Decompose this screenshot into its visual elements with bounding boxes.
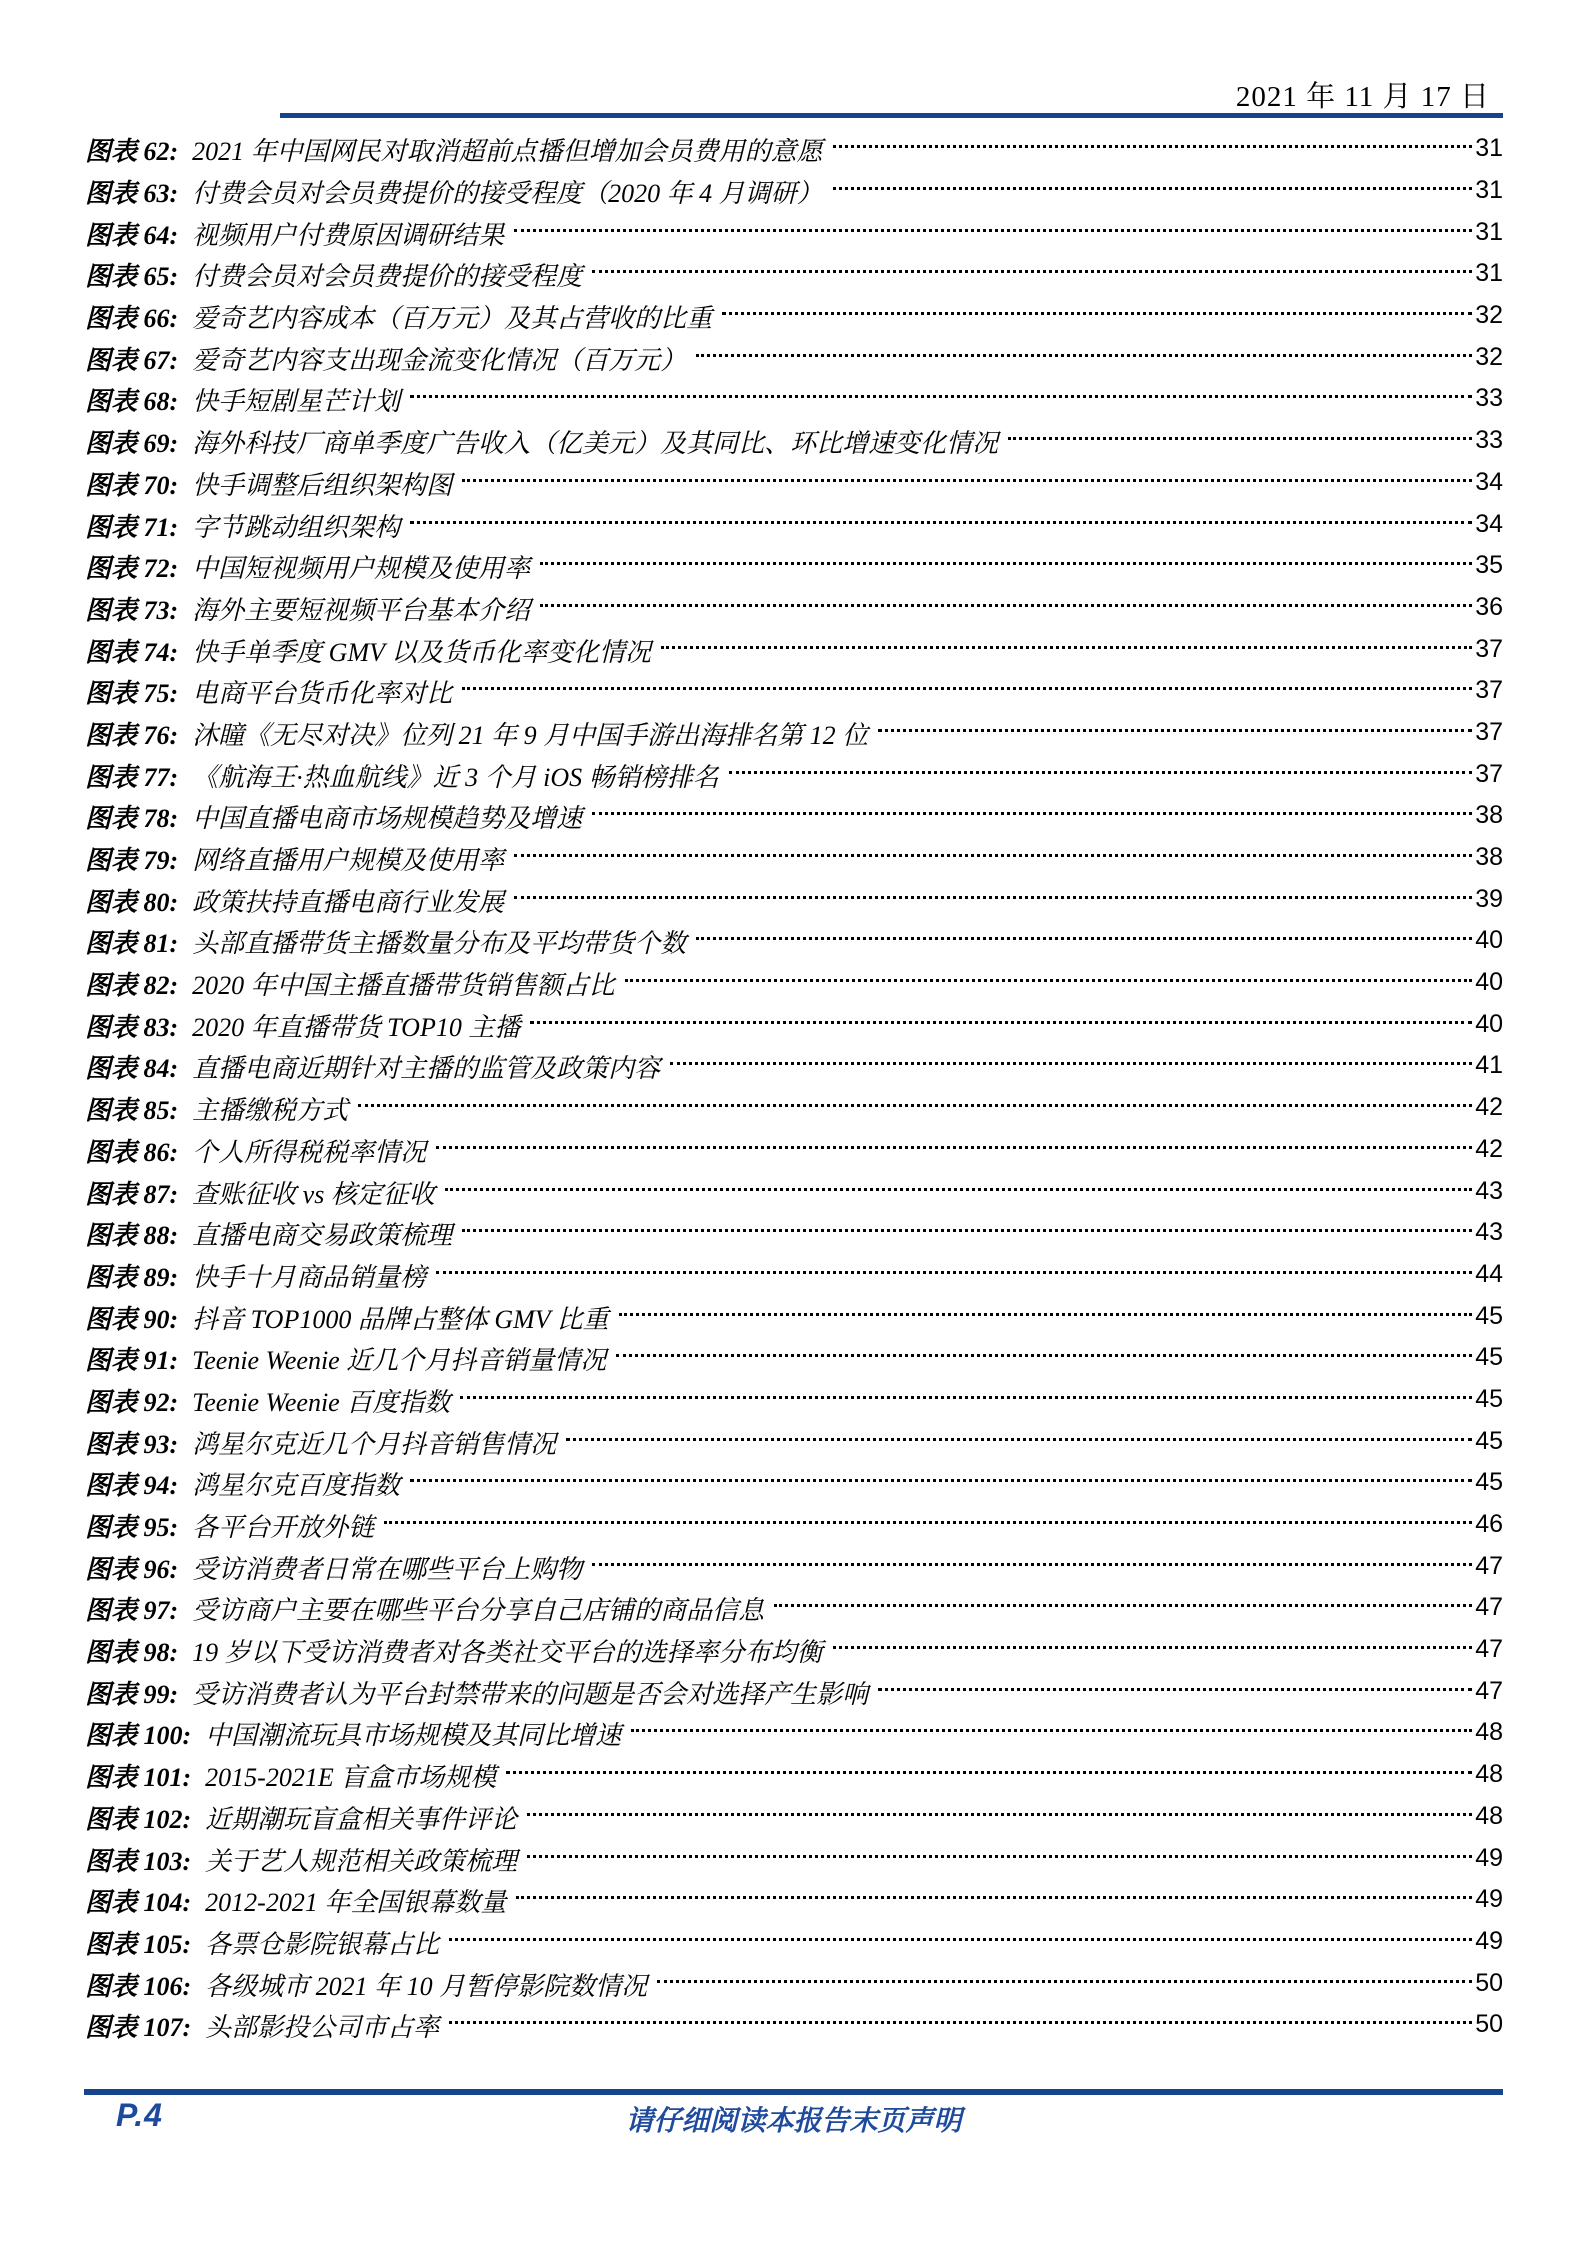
toc-entry-title: 字节跳动组织架构 — [192, 512, 401, 542]
toc-entry[interactable] — [85, 1296, 1503, 1338]
dotted-leader — [410, 394, 1472, 398]
toc-entry-label: 图表 72: — [85, 554, 179, 584]
toc-entry-label: 图表 87: — [85, 1179, 179, 1209]
footer-page-number: P.4 — [116, 2097, 163, 2133]
toc-entry[interactable] — [85, 463, 1503, 505]
toc-entry-title: 受访消费者认为平台封禁带来的问题是否会对选择产生影响 — [192, 1679, 869, 1709]
toc-entry-label: 图表 69: — [85, 429, 179, 459]
toc-entry-page: 31 — [1475, 259, 1503, 288]
toc-entry-label: 图表 98: — [85, 1638, 179, 1668]
toc-entry-title: 网络直播用户规模及使用率 — [192, 846, 505, 876]
toc-entry-page: 32 — [1475, 342, 1503, 371]
toc-entry-label: 图表 94: — [85, 1471, 179, 1501]
toc-entry-title: Teenie Weenie 近几个月抖音销量情况 — [192, 1346, 607, 1376]
toc-entry[interactable] — [85, 1671, 1503, 1713]
toc-entry-title: 2021 年中国网民对取消超前点播但增加会员费用的意愿 — [192, 137, 823, 167]
toc-entry-label: 图表 71: — [85, 512, 179, 542]
toc-entry-page: 47 — [1475, 1676, 1503, 1705]
toc-entry-title: 爱奇艺内容成本（百万元）及其占营收的比重 — [192, 304, 713, 334]
toc-entry-label: 图表 101: — [85, 1763, 192, 1793]
toc-entry[interactable] — [85, 1463, 1503, 1505]
toc-entry[interactable] — [85, 1588, 1503, 1630]
toc-entry-title: 政策扶持直播电商行业发展 — [192, 887, 505, 917]
toc-entry-title: 2012-2021 年全国银幕数量 — [205, 1888, 507, 1918]
toc-entry[interactable] — [85, 1505, 1503, 1547]
toc-entry[interactable] — [85, 254, 1503, 296]
toc-entry-label: 图表 75: — [85, 679, 179, 709]
toc-entry[interactable] — [85, 2005, 1503, 2047]
toc-entry-title: 直播电商近期针对主播的监管及政策内容 — [192, 1054, 661, 1084]
toc-entry-label: 图表 97: — [85, 1596, 179, 1626]
toc-entry[interactable] — [85, 421, 1503, 463]
toc-entry-title: 快手短剧星芒计划 — [192, 387, 401, 417]
dotted-leader — [540, 561, 1472, 565]
toc-entry-label: 图表 64: — [85, 220, 179, 250]
toc-entry-title: 快手十月商品销量榜 — [192, 1262, 427, 1292]
dotted-leader — [527, 1812, 1472, 1816]
dotted-leader — [592, 811, 1472, 815]
toc-entry-page: 45 — [1475, 1343, 1503, 1372]
dotted-leader — [514, 895, 1472, 899]
dotted-leader — [449, 2020, 1472, 2024]
toc-entry-label: 图表 104: — [85, 1888, 192, 1918]
toc-entry-title: 各平台开放外链 — [192, 1513, 375, 1543]
toc-entry[interactable] — [85, 1922, 1503, 1964]
toc-entry-label: 图表 88: — [85, 1221, 179, 1251]
toc-entry-page: 41 — [1475, 1051, 1503, 1080]
toc-entry[interactable] — [85, 921, 1503, 963]
dotted-leader — [592, 269, 1472, 273]
toc-entry-label: 图表 96: — [85, 1554, 179, 1584]
toc-entry[interactable] — [85, 1755, 1503, 1797]
toc-entry-page: 34 — [1475, 509, 1503, 538]
toc-entry-label: 图表 73: — [85, 595, 179, 625]
toc-entry-label: 图表 77: — [85, 762, 179, 792]
toc-entry-page: 38 — [1475, 801, 1503, 830]
header-divider — [280, 113, 1503, 118]
toc-entry-title: 头部影投公司市占率 — [205, 2013, 440, 2043]
toc-entry-title: 头部直播带货主播数量分布及平均带货个数 — [192, 929, 687, 959]
dotted-leader — [833, 1645, 1473, 1649]
toc-entry-label: 图表 79: — [85, 846, 179, 876]
toc-entry-label: 图表 107: — [85, 2013, 192, 2043]
toc-entry[interactable] — [85, 963, 1503, 1005]
toc-entry-label: 图表 70: — [85, 470, 179, 500]
toc-entry-title: 主播缴税方式 — [192, 1096, 349, 1126]
toc-entry-title: 直播电商交易政策梳理 — [192, 1221, 453, 1251]
toc-entry-page: 37 — [1475, 759, 1503, 788]
toc-entry-title: 中国直播电商市场规模趋势及增速 — [192, 804, 583, 834]
toc-entry[interactable] — [85, 1880, 1503, 1922]
toc-entry-page: 43 — [1475, 1176, 1503, 1205]
toc-entry-label: 图表 93: — [85, 1429, 179, 1459]
dotted-leader — [729, 770, 1473, 774]
toc-entry-label: 图表 74: — [85, 637, 179, 667]
dotted-leader — [1008, 436, 1472, 440]
toc-entry-title: 2015-2021E 盲盒市场规模 — [205, 1763, 497, 1793]
toc-entry[interactable] — [85, 1213, 1503, 1255]
toc-entry-label: 图表 83: — [85, 1012, 179, 1042]
toc-entry[interactable] — [85, 1546, 1503, 1588]
toc-list — [85, 129, 1503, 2047]
toc-entry[interactable] — [85, 504, 1503, 546]
dotted-leader — [530, 1020, 1472, 1024]
toc-entry-page: 49 — [1475, 1843, 1503, 1872]
toc-entry-page: 47 — [1475, 1635, 1503, 1664]
dotted-leader — [696, 353, 1472, 357]
toc-entry-page: 43 — [1475, 1218, 1503, 1247]
dotted-leader — [833, 144, 1473, 148]
toc-entry[interactable] — [85, 1713, 1503, 1755]
toc-entry-page: 37 — [1475, 717, 1503, 746]
toc-entry[interactable] — [85, 129, 1503, 171]
dotted-leader — [878, 1687, 1472, 1691]
dotted-leader — [462, 686, 1472, 690]
toc-entry[interactable] — [85, 1338, 1503, 1380]
toc-entry[interactable] — [85, 754, 1503, 796]
dotted-leader — [878, 728, 1472, 732]
dotted-leader — [657, 1979, 1472, 1983]
footer-divider — [84, 2089, 1503, 2095]
toc-entry-label: 图表 92: — [85, 1387, 179, 1417]
dotted-leader — [696, 936, 1472, 940]
toc-entry-page: 49 — [1475, 1926, 1503, 1955]
toc-entry-page: 40 — [1475, 926, 1503, 955]
dotted-leader — [619, 1312, 1473, 1316]
dotted-leader — [445, 1187, 1472, 1191]
dotted-leader — [460, 1395, 1472, 1399]
toc-entry[interactable] — [85, 337, 1503, 379]
toc-entry-label: 图表 86: — [85, 1137, 179, 1167]
toc-entry[interactable] — [85, 1046, 1503, 1088]
toc-entry-label: 图表 85: — [85, 1096, 179, 1126]
dotted-leader — [384, 1520, 1472, 1524]
toc-entry-page: 40 — [1475, 1009, 1503, 1038]
toc-entry-title: 快手单季度 GMV 以及货币化率变化情况 — [192, 637, 652, 667]
toc-entry-title: 19 岁以下受访消费者对各类社交平台的选择率分布均衡 — [192, 1638, 823, 1668]
toc-entry-page: 37 — [1475, 634, 1503, 663]
toc-entry-page: 40 — [1475, 968, 1503, 997]
dotted-leader — [625, 978, 1473, 982]
dotted-leader — [462, 478, 1472, 482]
toc-entry[interactable] — [85, 296, 1503, 338]
toc-entry-title: 海外主要短视频平台基本介绍 — [192, 595, 531, 625]
dotted-leader — [358, 1103, 1472, 1107]
toc-entry[interactable] — [85, 1088, 1503, 1130]
toc-entry[interactable] — [85, 379, 1503, 421]
toc-entry-title: 2020 年直播带货 TOP10 主播 — [192, 1012, 521, 1042]
toc-entry[interactable] — [85, 713, 1503, 755]
toc-entry-title: 电商平台货币化率对比 — [192, 679, 453, 709]
toc-entry[interactable] — [85, 629, 1503, 671]
toc-entry[interactable] — [85, 1421, 1503, 1463]
footer-disclaimer: 请仔细阅读本报告末页声明 — [625, 2106, 962, 2137]
toc-entry[interactable] — [85, 1630, 1503, 1672]
dotted-leader — [566, 1437, 1472, 1441]
toc-entry[interactable] — [85, 1255, 1503, 1297]
toc-entry-page: 38 — [1475, 843, 1503, 872]
toc-entry-page: 36 — [1475, 592, 1503, 621]
toc-entry-title: 中国潮流玩具市场规模及其同比增速 — [205, 1721, 622, 1751]
toc-entry-page: 48 — [1475, 1801, 1503, 1830]
toc-entry[interactable] — [85, 1797, 1503, 1839]
toc-entry[interactable] — [85, 1171, 1503, 1213]
toc-entry[interactable] — [85, 671, 1503, 713]
dotted-leader — [592, 1562, 1472, 1566]
toc-entry-title: 抖音 TOP1000 品牌占整体 GMV 比重 — [192, 1304, 609, 1334]
toc-entry-page: 31 — [1475, 134, 1503, 163]
toc-entry-label: 图表 84: — [85, 1054, 179, 1084]
toc-entry-page: 50 — [1475, 1968, 1503, 1997]
toc-entry-label: 图表 89: — [85, 1262, 179, 1292]
toc-entry-label: 图表 90: — [85, 1304, 179, 1334]
toc-entry-title: 付费会员对会员费提价的接受程度（2020 年 4 月调研） — [192, 179, 823, 209]
toc-entry-label: 图表 103: — [85, 1846, 192, 1876]
toc-entry[interactable] — [85, 1380, 1503, 1422]
dotted-leader — [462, 1228, 1472, 1232]
toc-entry-title: 爱奇艺内容支出现金流变化情况（百万元） — [192, 345, 687, 375]
toc-entry-title: 《航海王·热血航线》近 3 个月 iOS 畅销榜排名 — [192, 762, 719, 792]
toc-entry-page: 32 — [1475, 301, 1503, 330]
toc-entry-page: 45 — [1475, 1384, 1503, 1413]
toc-entry-page: 45 — [1475, 1426, 1503, 1455]
dotted-leader — [436, 1270, 1472, 1274]
toc-entry-label: 图表 76: — [85, 720, 179, 750]
toc-entry-page: 31 — [1475, 176, 1503, 205]
toc-entry-label: 图表 65: — [85, 262, 179, 292]
dotted-leader — [774, 1603, 1472, 1607]
toc-entry-page: 33 — [1475, 384, 1503, 413]
toc-entry-page: 34 — [1475, 467, 1503, 496]
toc-entry[interactable] — [85, 879, 1503, 921]
toc-entry-title: Teenie Weenie 百度指数 — [192, 1387, 451, 1417]
toc-entry-page: 47 — [1475, 1593, 1503, 1622]
toc-entry[interactable] — [85, 1004, 1503, 1046]
toc-entry[interactable] — [85, 212, 1503, 254]
toc-entry-page: 42 — [1475, 1134, 1503, 1163]
toc-entry[interactable] — [85, 796, 1503, 838]
toc-entry-label: 图表 91: — [85, 1346, 179, 1376]
dotted-leader — [527, 1854, 1472, 1858]
toc-entry-title: 各级城市 2021 年 10 月暂停影院数情况 — [205, 1971, 648, 2001]
toc-entry-label: 图表 105: — [85, 1929, 192, 1959]
toc-entry[interactable] — [85, 171, 1503, 213]
toc-entry-page: 48 — [1475, 1718, 1503, 1747]
dotted-leader — [506, 1770, 1472, 1774]
toc-entry-title: 中国短视频用户规模及使用率 — [192, 554, 531, 584]
toc-entry-page: 49 — [1475, 1885, 1503, 1914]
toc-entry-label: 图表 81: — [85, 929, 179, 959]
toc-entry[interactable] — [85, 838, 1503, 880]
toc-entry-page: 44 — [1475, 1259, 1503, 1288]
toc-entry-label: 图表 99: — [85, 1679, 179, 1709]
toc-entry-page: 39 — [1475, 884, 1503, 913]
toc-entry-page: 42 — [1475, 1093, 1503, 1122]
toc-entry-title: 近期潮玩盲盒相关事件评论 — [205, 1804, 518, 1834]
toc-entry-label: 图表 82: — [85, 971, 179, 1001]
toc-entry-label: 图表 106: — [85, 1971, 192, 2001]
dotted-leader — [833, 186, 1473, 190]
toc-entry-page: 46 — [1475, 1510, 1503, 1539]
toc-entry-title: 鸿星尔克百度指数 — [192, 1471, 401, 1501]
toc-entry-title: 沐瞳《无尽对决》位列 21 年 9 月中国手游出海排名第 12 位 — [192, 720, 869, 750]
dotted-leader — [410, 520, 1472, 524]
dotted-leader — [722, 311, 1472, 315]
toc-entry-page: 47 — [1475, 1551, 1503, 1580]
toc-entry-label: 图表 66: — [85, 304, 179, 334]
dotted-leader — [410, 1478, 1472, 1482]
dotted-leader — [514, 853, 1472, 857]
dotted-leader — [516, 1895, 1472, 1899]
toc-entry-title: 视频用户付费原因调研结果 — [192, 220, 505, 250]
toc-entry[interactable] — [85, 1963, 1503, 2005]
toc-entry-label: 图表 62: — [85, 137, 179, 167]
toc-entry-title: 海外科技厂商单季度广告收入（亿美元）及其同比、环比增速变化情况 — [192, 429, 999, 459]
toc-entry-page: 31 — [1475, 217, 1503, 246]
toc-entry-label: 图表 102: — [85, 1804, 192, 1834]
toc-entry-title: 关于艺人规范相关政策梳理 — [205, 1846, 518, 1876]
dotted-leader — [661, 645, 1472, 649]
toc-entry[interactable] — [85, 1130, 1503, 1172]
toc-entry-page: 33 — [1475, 426, 1503, 455]
toc-entry-title: 受访商户主要在哪些平台分享自己店铺的商品信息 — [192, 1596, 765, 1626]
toc-entry-title: 受访消费者日常在哪些平台上购物 — [192, 1554, 583, 1584]
toc-entry-title: 付费会员对会员费提价的接受程度 — [192, 262, 583, 292]
toc-entry-label: 图表 80: — [85, 887, 179, 917]
toc-entry-page: 48 — [1475, 1760, 1503, 1789]
dotted-leader — [449, 1937, 1472, 1941]
toc-entry-label: 图表 63: — [85, 179, 179, 209]
dotted-leader — [514, 228, 1472, 232]
toc-entry-title: 鸿星尔克近几个月抖音销售情况 — [192, 1429, 557, 1459]
toc-entry-title: 查账征收 vs 核定征收 — [192, 1179, 435, 1209]
dotted-leader — [436, 1145, 1472, 1149]
toc-entry-page: 35 — [1475, 551, 1503, 580]
toc-entry-page: 45 — [1475, 1468, 1503, 1497]
dotted-leader — [540, 603, 1472, 607]
toc-entry-label: 图表 100: — [85, 1721, 192, 1751]
toc-entry-title: 个人所得税税率情况 — [192, 1137, 427, 1167]
toc-entry-label: 图表 68: — [85, 387, 179, 417]
toc-entry-title: 2020 年中国主播直播带货销售额占比 — [192, 971, 615, 1001]
toc-entry[interactable] — [85, 546, 1503, 588]
toc-entry-label: 图表 95: — [85, 1513, 179, 1543]
toc-entry[interactable] — [85, 1838, 1503, 1880]
toc-entry-page: 37 — [1475, 676, 1503, 705]
toc-entry-page: 45 — [1475, 1301, 1503, 1330]
toc-entry-label: 图表 67: — [85, 345, 179, 375]
toc-entry-label: 图表 78: — [85, 804, 179, 834]
dotted-leader — [616, 1353, 1472, 1357]
report-date: 2021 年 11 月 17 日 — [1235, 81, 1490, 113]
toc-entry-title: 各票仓影院银幕占比 — [205, 1929, 440, 1959]
dotted-leader — [631, 1728, 1472, 1732]
dotted-leader — [670, 1061, 1472, 1065]
toc-entry-title: 快手调整后组织架构图 — [192, 470, 453, 500]
toc-entry-page: 50 — [1475, 2010, 1503, 2039]
toc-entry[interactable] — [85, 588, 1503, 630]
